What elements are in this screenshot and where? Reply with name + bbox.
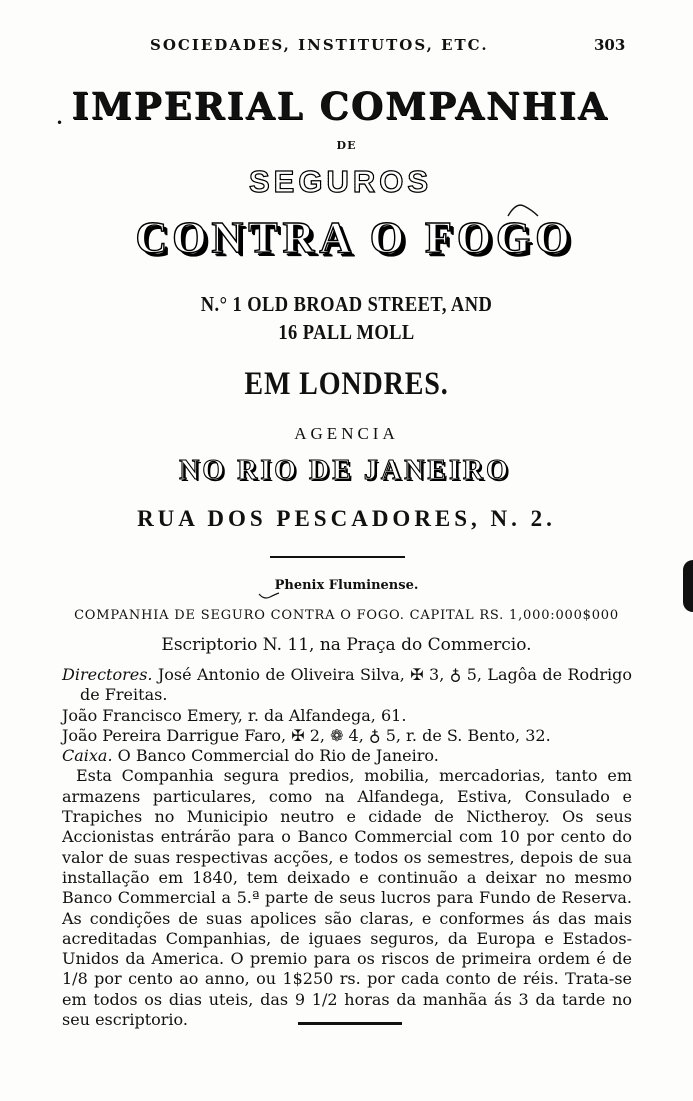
company-title: IMPERIAL COMPANHIA — [71, 84, 609, 128]
caixa-text: O Banco Commercial do Rio de Janeiro. — [112, 746, 439, 766]
phenix-office: Escriptorio N. 11, na Praça do Commercio. — [161, 635, 532, 655]
address-line-1: N.° 1 OLD BROAD STREET, AND — [200, 292, 493, 316]
directores-label: Directores. — [62, 665, 153, 684]
director-line: João Pereira Darrigue Faro, ✠ 2, ❁ 4, ♁ 5, r. de S. Bento, 32. — [62, 725, 551, 745]
caixa-label: Caixa. — [62, 746, 113, 766]
london-address — [42, 290, 652, 346]
section-divider — [270, 556, 405, 558]
body-text — [62, 665, 632, 1030]
title-de: DE — [336, 139, 357, 152]
rio-heading: NO RIO DE JANEIRO — [179, 455, 511, 486]
print-speck: • — [56, 116, 64, 130]
page-number: 303 — [594, 36, 626, 54]
director-line: João Francisco Emery, r. da Alfandega, 61. — [62, 705, 407, 725]
city-heading: EM LONDRES. — [244, 366, 449, 402]
running-head: SOCIEDADES, INSTITUTOS, ETC. — [150, 36, 489, 54]
ink-mark-icon — [258, 592, 280, 600]
phenix-title: Phenix Fluminense. — [274, 578, 419, 593]
address-line-2: 16 PALL MOLL — [278, 320, 415, 344]
caixa-line — [62, 746, 632, 766]
title-seguros: SEGUROS — [228, 164, 453, 200]
agencia-heading: AGENCIA — [294, 424, 399, 443]
rua-heading: RUA DOS PESCADORES, N. 2. — [137, 506, 556, 531]
directores-text: José Antonio de Oliveira Silva, ✠ 3, ♁ 5, Lagôa de Rodrigo de Freitas. — [80, 665, 632, 705]
title-contra-o-fogo: CONTRA O FOGO — [135, 213, 575, 262]
phenix-capital: COMPANHIA DE SEGURO CONTRA O FOGO. CAPITAL RS. 1,000:000$000 — [74, 608, 619, 623]
directores-line — [62, 665, 632, 706]
page-edge-mark — [683, 560, 693, 612]
description-paragraph: Esta Companhia segura predios, mobilia, mercadorias, tanto em armazens particulares, como na Alfandega, Estiva, Consulado e Trapiches no Municipio neutro e cidade de Nictheroy. Os seus Accionistas entrárão para o Banco Commercial com 10 por cento do valor de suas respectivas acções, e todos os semestres, depois de sua installação em 1840, tem deixado e continuão a deixar no mesmo Banco Commercial a 5.ª parte de seus lucros para Fundo de Reserva. As condições de suas apolices são claras, e conformes ás das mais acreditadas Companhias, de iguaes seguros, da Europa e Estados-Unidos da America. O premio para os riscos de primeira ordem é de 1/8 por cento ao anno, ou 1$250 rs. por cada conto de réis. Trata-se em todos os dias uteis, das 9 1/2 horas da manhãa ás 3 da tarde no seu escriptorio. — [62, 766, 632, 1030]
end-divider — [298, 1022, 402, 1025]
